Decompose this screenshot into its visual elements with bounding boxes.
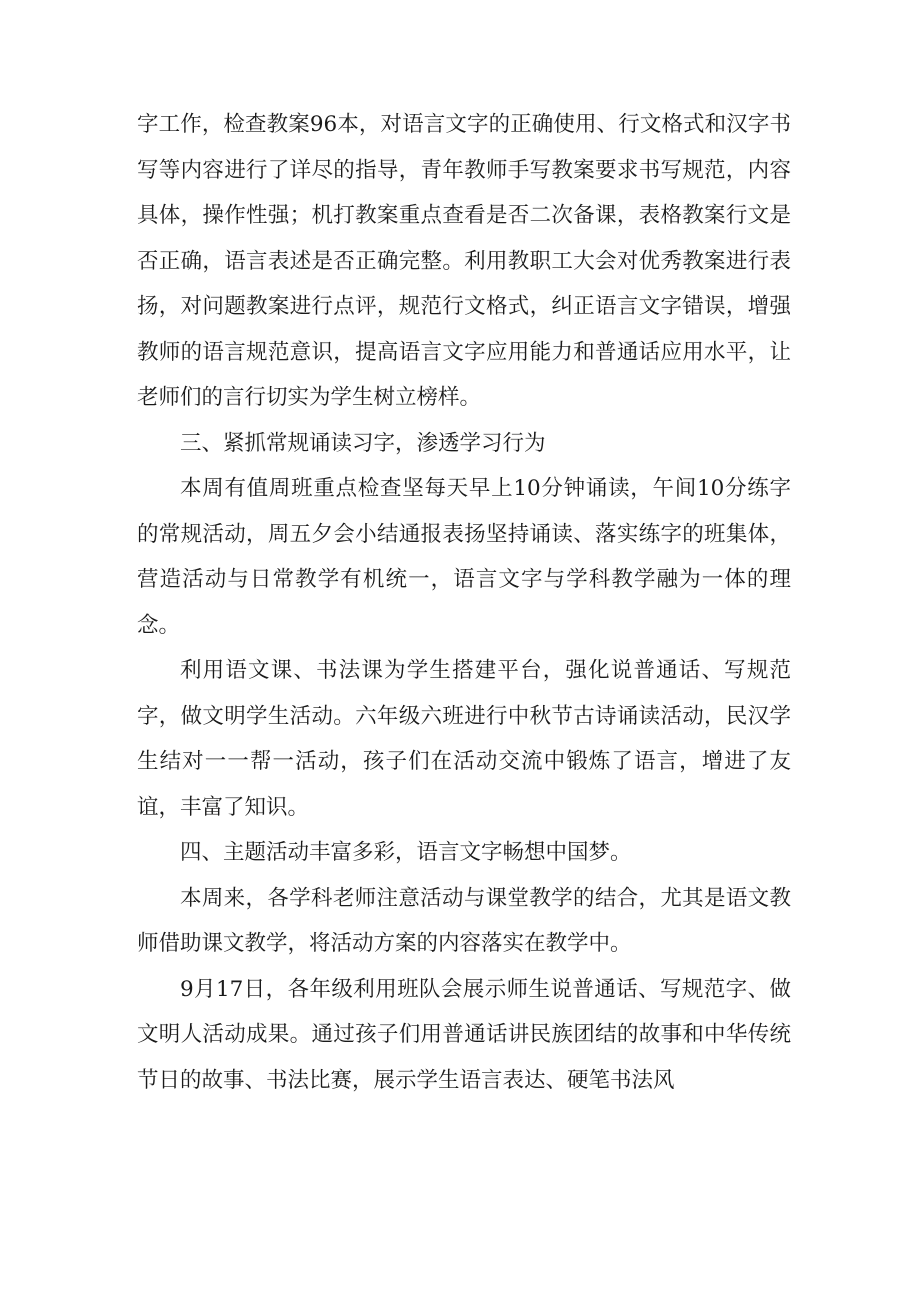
paragraph: 9月17日，各年级利用班队会展示师生说普通话、写规范字、做文明人活动成果。通过孩子们用普通话讲民族团结的故事和中华传统节日的故事、书法比赛，展示学生语言表达、硬笔书法风 [137,976,791,1093]
paragraph: 本周来，各学科老师注意活动与课堂教学的结合，尤其是语文教师借助课文教学，将活动方案的内容落实在教学中。 [137,885,791,956]
paragraph: 利用语文课、书法课为学生搭建平台，强化说普通话、写规范字，做文明学生活动。六年级六班进行中秋节古诗诵读活动，民汉学生结对一一帮一活动，孩子们在活动交流中锻炼了语言，增进了友谊，丰富了知识。 [137,658,791,820]
paragraph-continuation: 字工作，检查教案96本，对语言文字的正确使用、行文格式和汉字书写等内容进行了详尽的指导，青年教师手写教案要求书写规范，内容具体，操作性强；机打教案重点查看是否二次备课，表格教案行文是否正确，语言表述是否正确完整。利用教职工大会对优秀教案进行表扬，对问题教案进行点评，规范行文格式，纠正语言文字错误，增强教师的语言规范意识，提高语言文字应用能力和普通话应用水平，让老师们的言行切实为学生树立榜样。 [137,112,791,410]
document-page [137,102,791,1103]
paragraph: 本周有值周班重点检查坚每天早上10分钟诵读，午间10分练字的常规活动，周五夕会小结通报表扬坚持诵读、落实练字的班集体，营造活动与日常教学有机统一，语言文字与学科教学融为一体的理念。 [137,476,791,638]
section-heading-3: 三、紧抓常规诵读习字，渗透学习行为 [180,430,546,456]
section-heading-4: 四、主题活动丰富多彩，语言文字畅想中国梦。 [180,840,632,865]
